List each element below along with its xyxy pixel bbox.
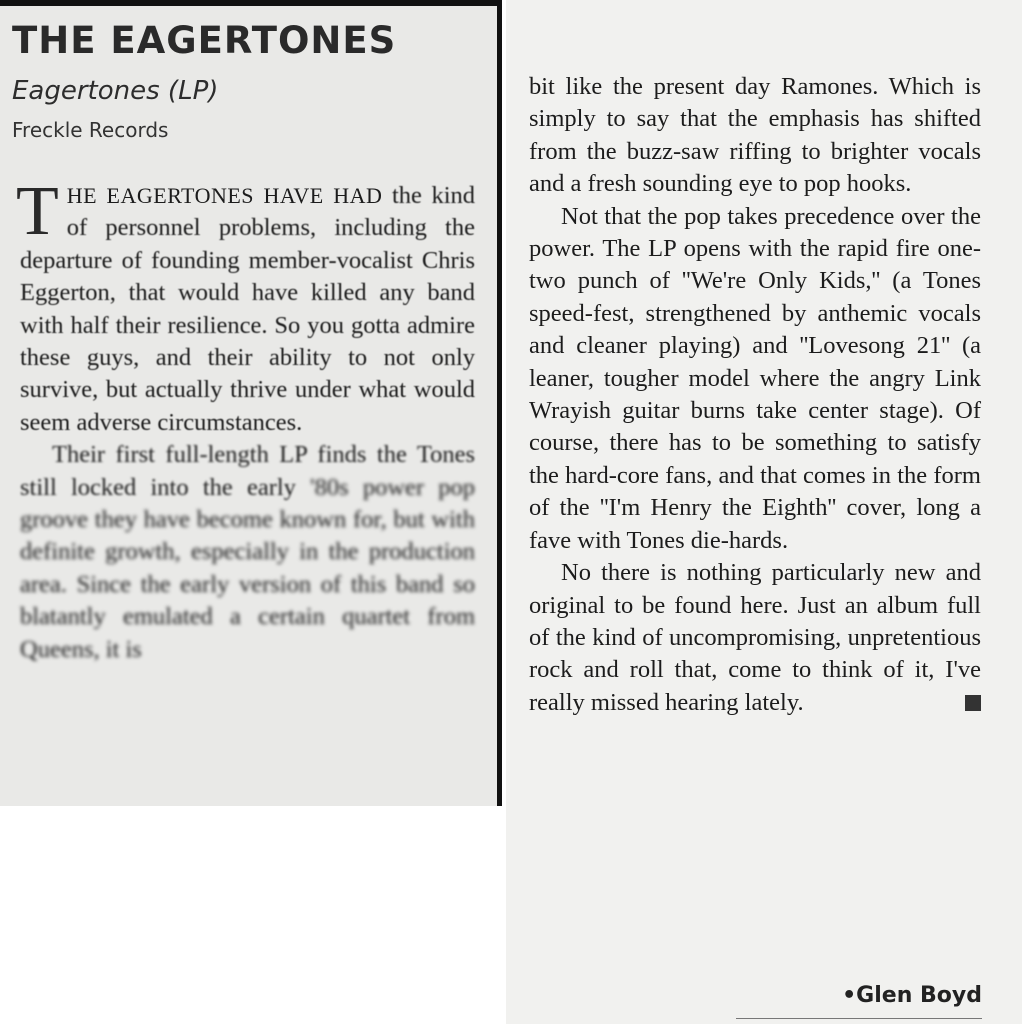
record-label: Freckle Records <box>12 118 169 142</box>
article-column-right <box>529 71 981 719</box>
byline: •Glen Boyd <box>842 983 982 1008</box>
paragraph-2 <box>20 439 475 666</box>
paragraph-4-text: No there is nothing particularly new and original to be found here. Just an album full of the kind of uncompromising, unpretentious rock and roll that, come to think of it, I've really missed hearing lately. <box>529 559 981 716</box>
band-title: THE EAGERTONES <box>12 19 397 62</box>
paragraph-1 <box>16 173 475 439</box>
paragraph-2-text-b: '80s power pop groove they have become known for, but with definite growth, especially in the production area. Since the early version of this band so blatantly emulated a certain quartet from Queens, it is <box>20 473 476 663</box>
album-title: Eagertones (LP) <box>12 76 219 106</box>
paragraph-2-continued: bit like the present day Ramones. Which is simply to say that the emphasis has shifted from the buzz-saw riffing to brighter vocals and a fresh sounding eye to pop hooks. <box>529 73 981 198</box>
drop-cap: T <box>16 173 59 250</box>
byline-rule <box>736 1018 982 1019</box>
article-column-left <box>16 173 476 666</box>
paragraph-2-text-a: Their first full-length LP finds the Tones still locked into the early <box>20 441 475 501</box>
paragraph-4 <box>529 557 981 719</box>
lead-in-caps: HE EAGERTONES HAVE HAD <box>66 183 383 208</box>
end-mark-icon <box>965 695 981 711</box>
paragraph-3: Not that the pop takes precedence over the power. The LP opens with the rapid fire one-two punch of ''We're Only Kids,'' (a Tones speed-fest, strengthened by anthemic vocals and cleaner playing) and ''Lovesong 21'' (a leaner, tougher model where the angry Link Wrayish guitar burns take center stage). Of course, there has to be something to satisfy the hard-core fans, and that comes in the form of the ''I'm Henry the Eighth'' cover, long a fave with Tones die-hards. <box>529 202 981 554</box>
paragraph-1-text: the kind of personnel problems, including the departure of founding member-vocalist Chris Eggerton, that would have killed any band with half their resilience. So you gotta admire these guys, and their ability to not only survive, but actually thrive under what would seem adverse circumstances. <box>20 182 475 436</box>
